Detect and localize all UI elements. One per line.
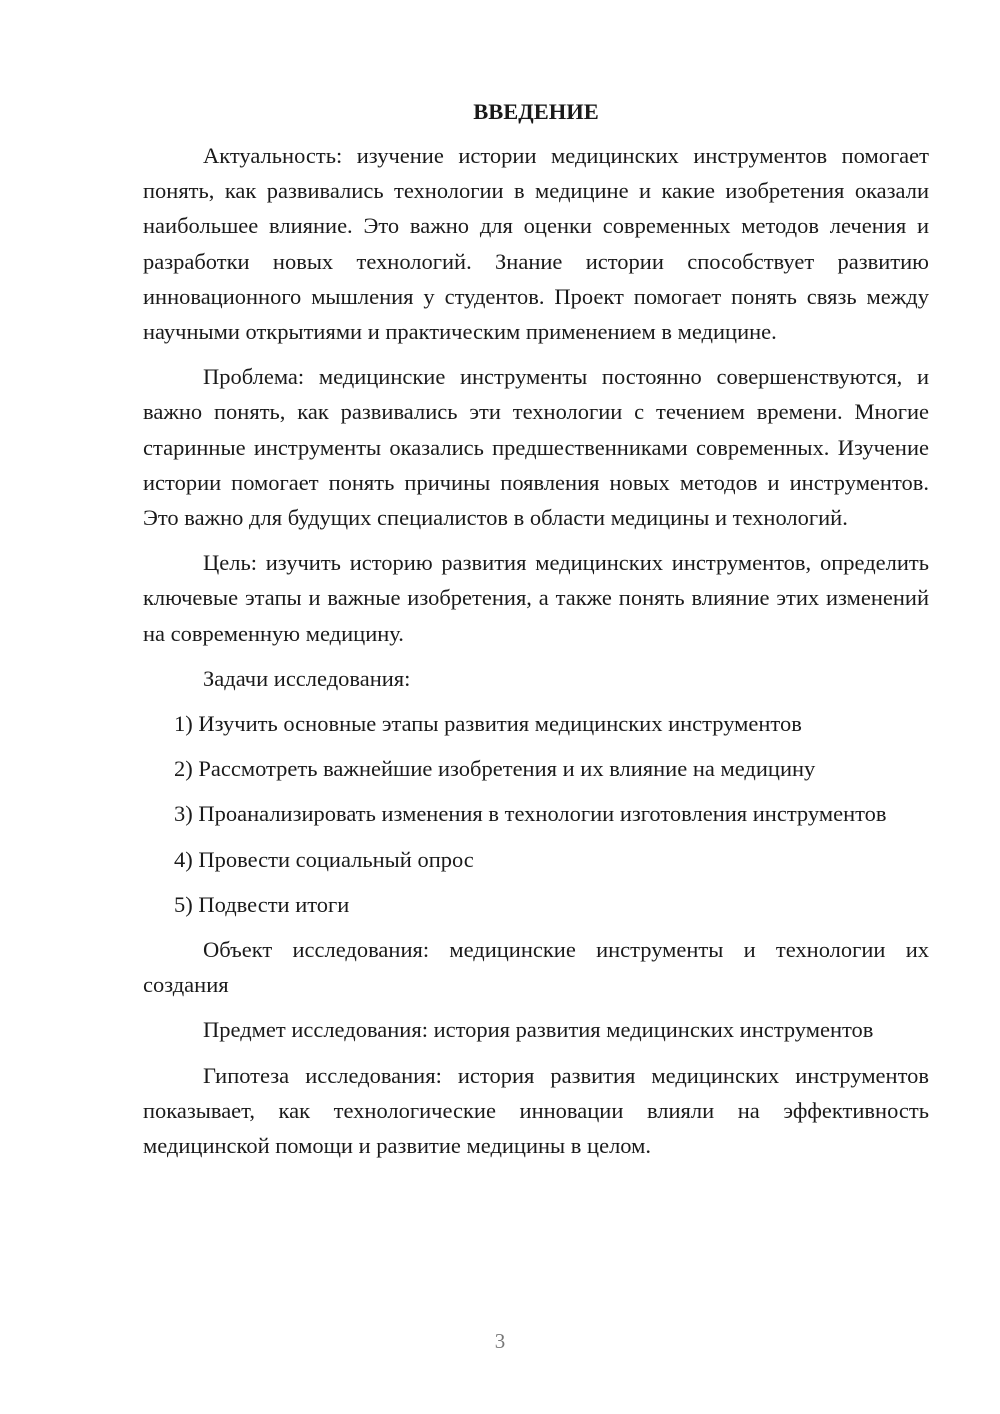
paragraph-goal: Цель: изучить историю развития медицинских инструментов, определить ключевые этапы и важные изобретения, а также понять влияние этих изменений на современную медицину. bbox=[143, 550, 929, 646]
paragraph-hypothesis: Гипотеза исследования: история развития медицинских инструментов показывает, как технологические инновации влияли на эффективность медицинской помощи и развитие медицины в целом. bbox=[143, 1062, 929, 1159]
tasks-heading: Задачи исследования: bbox=[203, 665, 411, 691]
paragraph-subject: Предмет исследования: история развития медицинских инструментов bbox=[203, 1017, 874, 1043]
task-item: 2) Рассмотреть важнейшие изобретения и их влияние на медицину bbox=[174, 756, 816, 782]
task-item: 3) Проанализировать изменения в технологии изготовления инструментов bbox=[174, 801, 887, 827]
paragraph-object: Объект исследования: медицинские инструменты и технологии их создания bbox=[143, 937, 929, 998]
page-number: 3 bbox=[494, 1329, 506, 1353]
task-item: 1) Изучить основные этапы развития медицинских инструментов bbox=[174, 711, 802, 737]
paragraph-problem: Проблема: медицинские инструменты постоянно совершенствуются, и важно понять, как развивались эти технологии с течением времени. Многие старинные инструменты оказались предшественниками современных. Изучение истории помогает понять причины появления новых методов и инструментов. Это важно для будущих специалистов в области медицины и технологий. bbox=[143, 364, 929, 531]
task-item: 4) Провести социальный опрос bbox=[174, 846, 474, 872]
paragraph-relevance: Актуальность: изучение истории медицинских инструментов помогает понять, как развивались технологии в медицине и какие изобретения оказали наибольшее влияние. Это важно для оценки современных методов лечения и разработки новых технологий. Знание истории способствует развитию инновационного мышления у студентов. Проект помогает понять связь между научными открытиями и практическим применением в медицине. bbox=[143, 143, 929, 345]
task-item: 5) Подвести итоги bbox=[174, 891, 350, 917]
page-title: ВВЕДЕНИЕ bbox=[473, 99, 599, 124]
document-page bbox=[143, 92, 929, 1173]
